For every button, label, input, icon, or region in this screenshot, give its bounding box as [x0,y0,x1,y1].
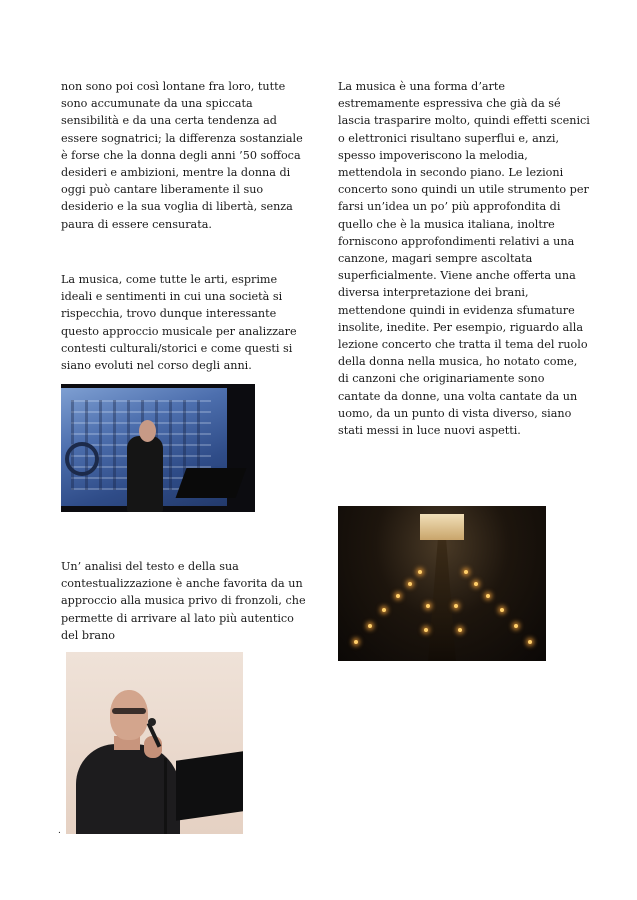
candle-light [486,594,490,598]
hall-aisle [428,540,456,661]
candle-light [500,608,504,612]
candle-light [396,594,400,598]
candle-light [382,608,386,612]
music-stand [176,468,247,498]
speaker-figure [127,436,163,512]
trailing-mark: . [58,826,61,836]
left-paragraph-1: non sono poi così lontane fra loro, tutte sono accumunate da una spiccata sensibilità e da una certa tendenza ad essere sognatrici; la differenza sostanziale è forse che la donna degli anni ’50 soffoca desideri e ambizioni, mentre la donna di oggi può cantare liberamente il suo desiderio e la sua voglia di libertà, senza paura di essere censurata. [61,80,303,231]
photo-speaker-portrait [66,652,243,834]
candle-light [354,640,358,644]
stand-pole [164,758,167,834]
candle-light [464,570,468,574]
candle-light [426,604,430,608]
candle-light [528,640,532,644]
photo-concert-hall [338,506,546,661]
candle-light [454,604,458,608]
candle-light [458,628,462,632]
speaker-head [139,420,156,442]
candle-light [514,624,518,628]
candle-light [368,624,372,628]
speaker-glasses [112,708,146,714]
music-stand [176,751,243,820]
right-paragraph-1: La musica è una forma d’arte estremamente espressiva che già da sé lascia trasparire molto, quindi effetti scenici o elettronici risultano superflui e, anzi, spesso impoveriscono la melodia, mettendola in secondo piano. Le lezioni concerto sono quindi un utile strumento per farsi un’idea un po’ più approfondita di quello che è la musica italiana, inoltre forniscono approfondimenti relativi a una canzone, magari sempre ascoltata superficialmente. Viene anche offerta una diversa interpretazione dei brani, mettendone quindi in evidenza sfumature insolite, inedite. Per esempio, riguardo alla lezione concerto che tratta il tema del ruolo della donna nella musica, ho notato come, di canzoni che originariamente sono cantate da donne, una volta cantate da un uomo, da un punto di vista diverso, siano stati messi in luce nuovi aspetti. [338,80,590,438]
hall-stage-screen [420,514,464,540]
candle-light [418,570,422,574]
candle-light [424,628,428,632]
candle-light [408,582,412,586]
microphone-icon [148,718,156,726]
projected-machine-wheel [65,442,99,476]
left-paragraph-2: La musica, come tutte le arti, esprime ideali e sentimenti in cui una società si rispecchia, trovo dunque interessante questo approccio musicale per analizzare contesti culturali/storici e come questi si siano evoluti nel corso degli anni. [61,273,297,373]
left-paragraph-3: Un’ analisi del testo e della sua contestualizzazione è anche favorita da un approccio alla musica privo di fronzoli, che permette di arrivare al lato più autentico del brano [61,560,306,642]
photo-speaker-projection [61,384,255,512]
candle-light [474,582,478,586]
speaker-face [110,690,148,740]
